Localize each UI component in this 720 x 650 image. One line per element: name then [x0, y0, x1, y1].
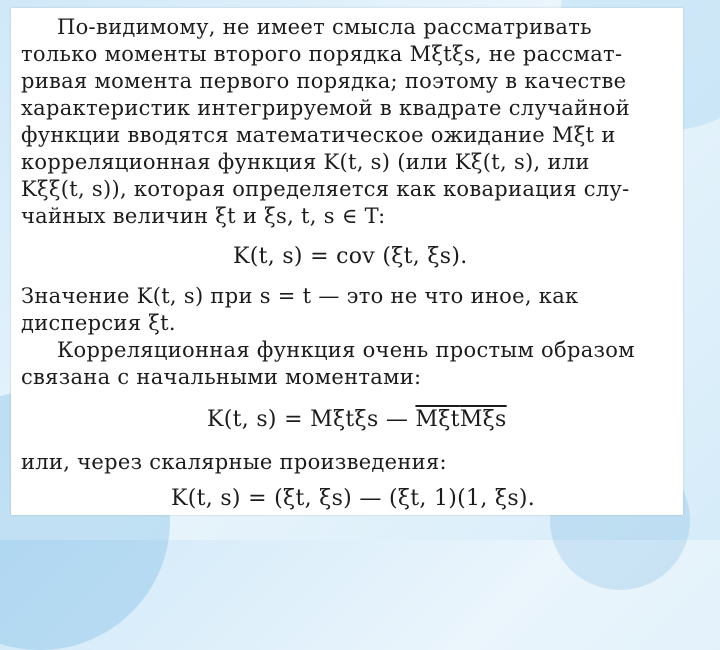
paragraph3-line: Корреляционная функция очень простым образом: [57, 338, 635, 362]
formula-covariance: K(t, s) = cov (ξt, ξs).: [233, 244, 468, 269]
formula-scalar-products: K(t, s) = (ξt, ξs) — (ξt, 1)(1, ξs).: [171, 486, 536, 511]
formula-moments: [207, 407, 507, 433]
paragraph1-line: только моменты второго порядка Mξtξs, не рассмат-: [21, 42, 623, 66]
paragraph3-line: связана с начальными моментами:: [21, 365, 422, 389]
paragraph2-line: дисперсия ξt.: [21, 311, 176, 335]
paragraph1-line: корреляционная функция K(t, s) (или Kξ(t, s), или: [21, 150, 590, 174]
paragraph1-line: функции вводятся математическое ожидание Mξt и: [21, 123, 616, 147]
paragraph1-line: характеристик интегрируемой в квадрате случайной: [21, 96, 630, 120]
paragraph1-line: По-видимому, не имеет смысла рассматривать: [57, 15, 592, 39]
paragraph2-line: Значение K(t, s) при s = t — это не что иное, как: [21, 284, 579, 308]
formula-moments-part: K(t, s) = Mξtξs —: [207, 407, 416, 432]
paragraph1-line: ривая момента первого порядка; поэтому в качестве: [21, 69, 627, 93]
paragraph4-line: или, через скалярные произведения:: [21, 450, 447, 474]
paragraph1-line: Kξξ(t, s)), которая определяется как ковариация слу-: [21, 177, 630, 201]
formula-moments-mean-t: $\overline{M\xi t}$: [415, 407, 460, 432]
document-page: [11, 8, 683, 515]
paragraph1-line: чайных величин ξt и ξs, t, s ∈ T:: [21, 204, 386, 228]
formula-moments-mean-s: $\overline{M\xi s}$: [459, 407, 507, 432]
